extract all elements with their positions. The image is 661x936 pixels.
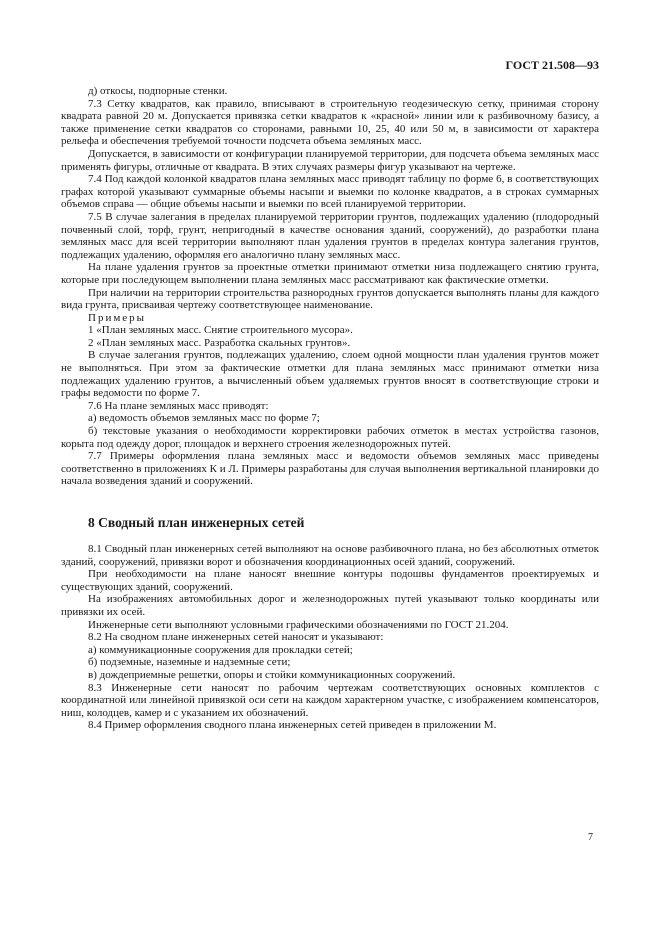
paragraph: 7.6 На плане земляных масс приводят: [88,399,269,412]
paragraph: На плане удаления грунтов за проектные отметки принимают отметки низа подлежащего снятию грунта, которые при последующем выполнении плана земляных масс рассматривают как фактические отметки. [61,261,599,286]
paragraph: 8.2 На сводном плане инженерных сетей наносят и указывают: [88,631,384,644]
paragraph: в) дождеприемные решетки, опоры и стойки коммуникационных сооружений. [88,668,456,681]
document-code-header: ГОСТ 21.508—93 [505,58,599,72]
paragraph: 1 «План земляных масс. Снятие строительного мусора». [88,324,353,337]
paragraph: 2 «План земляных масс. Разработка скальных грунтов». [88,336,351,349]
paragraph: Инженерные сети выполняют условными графическими обозначениями по ГОСТ 21.204. [88,618,509,631]
paragraph: 7.4 Под каждой колонкой квадратов плана земляных масс приводят таблицу по форме 6, в соответствующих графах которой указывают суммарные объемы насыпи и выемки по колонке квадратов, а в строках суммарных объемов справа — общие объемы насыпи и выемки по всей планируемой территории. [61,173,599,211]
section-title: 8 Сводный план инженерных сетей [88,515,305,530]
paragraph: б) текстовые указания о необходимости корректировки рабочих отметок в местах устройства газонов, корыта под одежду дорог, площадок и верхнего строения железнодорожных путей. [61,425,599,450]
paragraph: На изображениях автомобильных дорог и железнодорожных путей указывают только координаты или привязки их осей. [61,593,599,618]
paragraph: 7.3 Сетку квадратов, как правило, вписывают в строительную геодезическую сетку, принимая сторону квадрата равной 20 м. Допускается привязка сетки квадратов к «красной» линии или к разбивочному базису, а также применение сетки квадратов со сторонами, равными 10, 25, 40 или 50 м, в зависимости от характера рельефа и обеспечения требуемой точности подсчета объема земляных масс. [61,97,599,148]
page-number: 7 [588,832,593,843]
paragraph: Допускается, в зависимости от конфигурации планируемой территории, для подсчета объема земляных масс применять фигуры, отличные от квадрата. В этих случаях размеры фигур указывают на чертеже. [61,147,599,173]
paragraph: а) коммуникационные сооружения для прокладки сетей; [88,643,353,656]
paragraph: 8.4 Пример оформления сводного плана инженерных сетей приведен в приложении М. [88,719,497,732]
paragraph: б) подземные, наземные и надземные сети; [88,656,291,669]
paragraph: 8.1 Сводный план инженерных сетей выполняют на основе разбивочного плана, но без абсолютных отметок зданий, сооружений, привязки ворот и обозначения координационных осей зданий, сооружений. [61,543,599,568]
paragraph: д) откосы, подпорные стенки. [88,85,228,97]
paragraph: 7.5 В случае залегания в пределах планируемой территории грунтов, подлежащих удалению (плодородный почвенный слой, торф, грунт, непригодный в качестве основания зданий, сооружений), до разработки плана земляных масс для всей территории выполняют план удаления грунтов в пределах контура залегания грунтов, подлежащих удалению, оформляя его аналогично плану земляных масс. [61,210,599,261]
paragraph: а) ведомость объемов земляных масс по форме 7; [88,412,320,425]
paragraph: При наличии на территории строительства разнородных грунтов допускается выполнять планы для каждого вида грунта, присваивая чертежу соответствующее наименование. [61,286,599,312]
paragraph: В случае залегания грунтов, подлежащих удалению, слоем одной мощности план удаления грунтов может не выполняться. При этом за фактические отметки для плана земляных масс принимают отметки низа подлежащих удалению грунтов, а вычисленный объем удаляемых грунтов вносят в соответствующие строки и графы ведомости по форме 7. [61,349,599,400]
paragraph: При необходимости на плане наносят внешние контуры подошвы фундаментов проектируемых и существующих зданий, сооружений. [61,568,599,593]
examples-heading: Примеры [88,311,147,324]
paragraph: 8.3 Инженерные сети наносят по рабочим чертежам соответствующих основных комплектов с координатной или линейной привязкой оси сети на каждом характерном участке, с изображением компенсаторов, ниш, колодцев, камер и с указанием их обозначений. [61,681,599,719]
body-text [61,85,599,732]
paragraph: 7.7 Примеры оформления плана земляных масс и ведомости объемов земляных масс приведены соответственно в приложениях К и Л. Примеры разработаны для случая выполнения вертикальной планировки до начала возведения зданий и сооружений. [61,450,599,488]
